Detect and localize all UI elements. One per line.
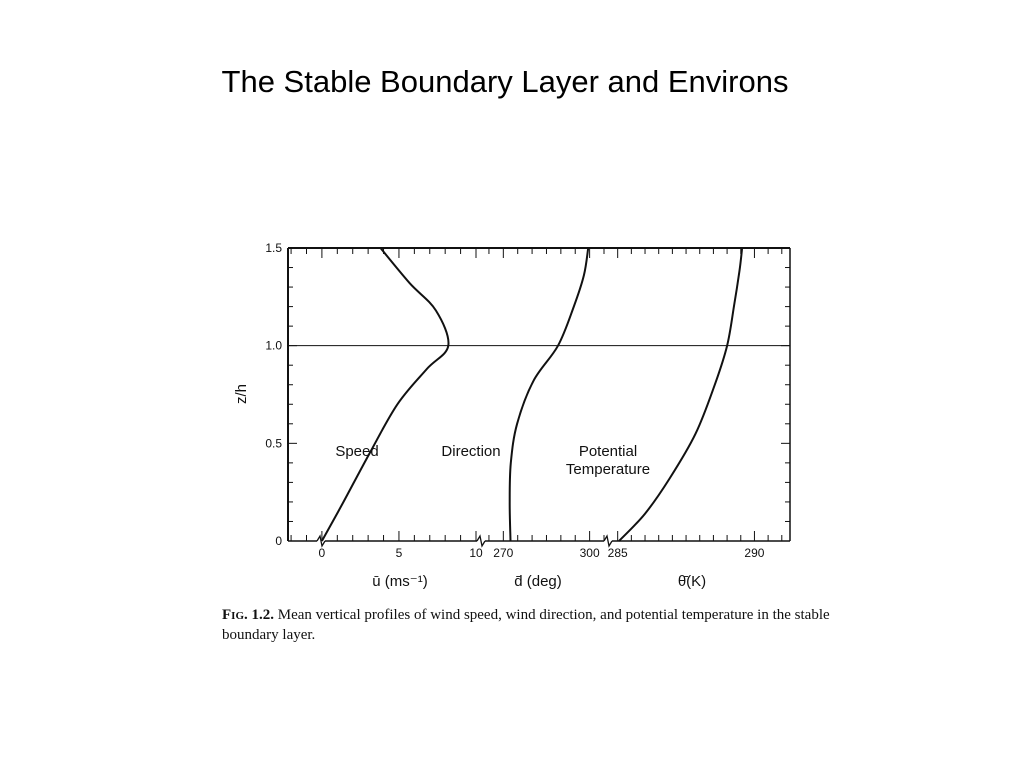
x-tick-label: 5 bbox=[395, 546, 403, 560]
slide-title: The Stable Boundary Layer and Environs bbox=[221, 64, 789, 99]
axis-break-mark bbox=[604, 536, 612, 546]
x-tick-label: 285 bbox=[607, 546, 628, 560]
figure-caption bbox=[222, 605, 842, 645]
y-tick-label: 1.5 bbox=[265, 241, 282, 255]
y-tick-label: 1.0 bbox=[265, 338, 282, 353]
series-label: Temperature bbox=[565, 461, 651, 478]
x-tick-label: 290 bbox=[744, 546, 765, 560]
caption-label bbox=[222, 607, 274, 623]
y-tick-label: 0 bbox=[275, 534, 282, 548]
y-axis-label: z/h bbox=[233, 383, 250, 405]
x-axis-label: d̄ (deg) bbox=[514, 573, 562, 590]
caption-fig-number: 1.2. bbox=[251, 607, 274, 623]
direction-profile-line bbox=[510, 248, 589, 541]
plot-axes bbox=[288, 248, 790, 546]
x-tick-label: 270 bbox=[493, 546, 514, 560]
x-tick-label: 0 bbox=[318, 546, 326, 560]
series-label: Direction bbox=[441, 443, 501, 460]
x-tick-label: 10 bbox=[469, 546, 483, 560]
x-tick-label: 300 bbox=[579, 546, 600, 560]
x-axis-label: θ̄(K) bbox=[677, 573, 707, 590]
caption-fig-prefix: Fig. bbox=[222, 607, 248, 623]
speed-profile-line bbox=[322, 248, 449, 541]
axis-break-mark bbox=[477, 536, 485, 546]
chart-labels bbox=[233, 241, 765, 590]
series-label: Potential bbox=[578, 443, 638, 460]
x-axis-label: ū (ms⁻¹) bbox=[372, 573, 428, 590]
profile-curves bbox=[322, 248, 742, 541]
caption-text: Mean vertical profiles of wind speed, wind direction, and potential temperature in the stable boundary layer. bbox=[222, 607, 830, 643]
y-tick-label: 0.5 bbox=[265, 436, 282, 451]
axis-ticks bbox=[288, 248, 790, 541]
series-label: Speed bbox=[335, 443, 379, 460]
potential-temperature-profile-line bbox=[619, 248, 742, 541]
